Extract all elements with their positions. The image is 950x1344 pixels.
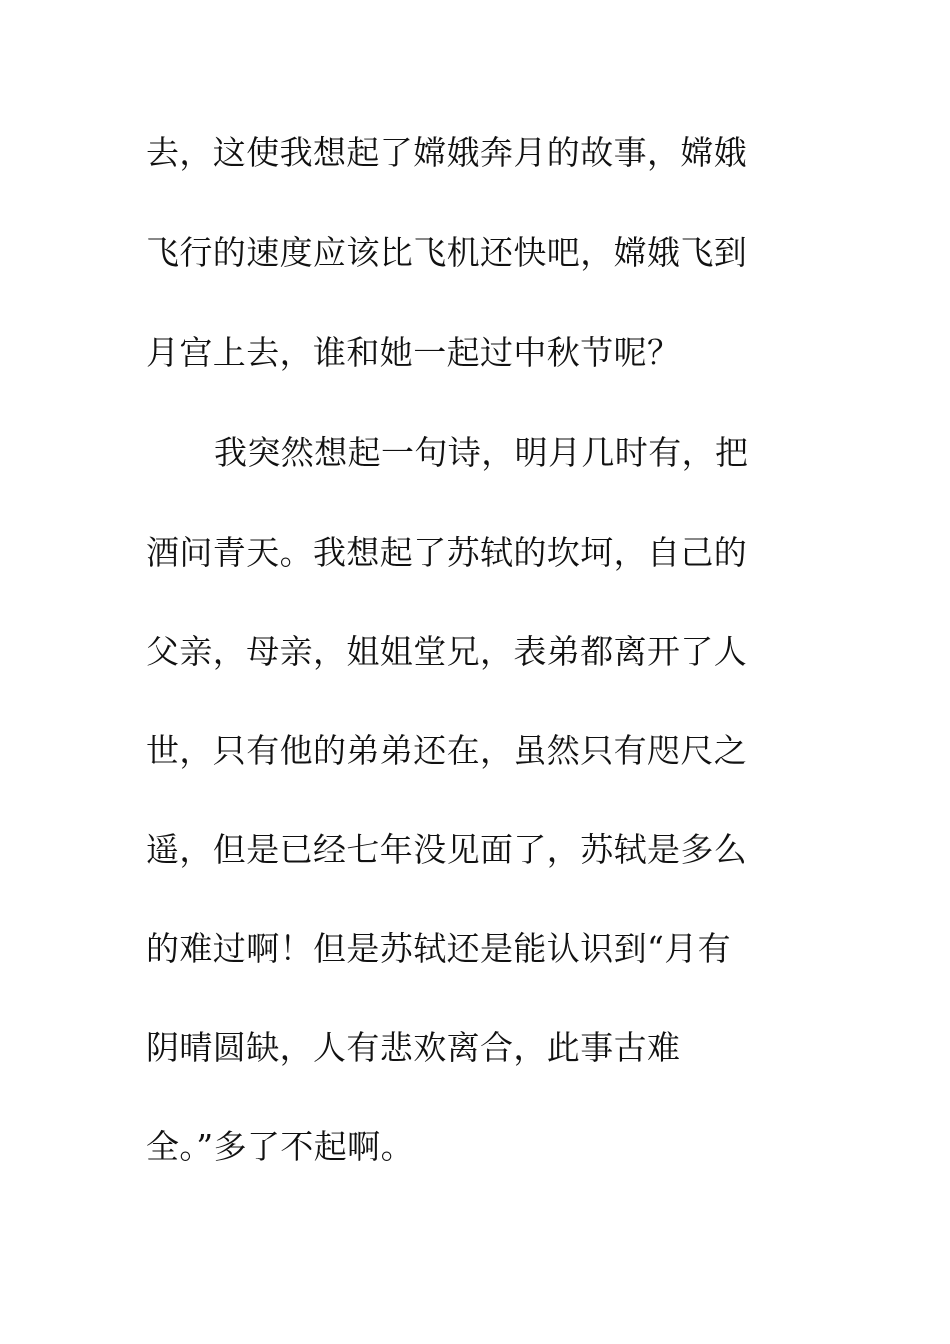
paragraph-line: 去，这使我想起了嫦娥奔月的故事，嫦娥 [146,133,748,172]
paragraph-line: 月宫上去，谁和她一起过中秋节呢？ [146,333,681,372]
paragraph-line: 飞行的速度应该比飞机还快吧，嫦娥飞到 [146,233,748,272]
paragraph-line: 阴晴圆缺，人有悲欢离合，此事古难 [146,1028,681,1067]
paragraph-line: 全。”多了不起啊。 [146,1127,414,1166]
paragraph-line: 世，只有他的弟弟还在，虽然只有咫尺之 [146,731,748,770]
paragraph-line: 酒问青天。我想起了苏轼的坎坷，自己的 [146,533,748,572]
paragraph-line-indented: 我突然想起一句诗，明月几时有，把 [214,433,749,472]
paragraph-line: 遥，但是已经七年没见面了，苏轼是多么 [146,830,748,869]
paragraph-line: 父亲，母亲，姐姐堂兄，表弟都离开了人 [146,632,748,671]
paragraph-line: 的难过啊！但是苏轼还是能认识到“月有 [146,929,732,968]
